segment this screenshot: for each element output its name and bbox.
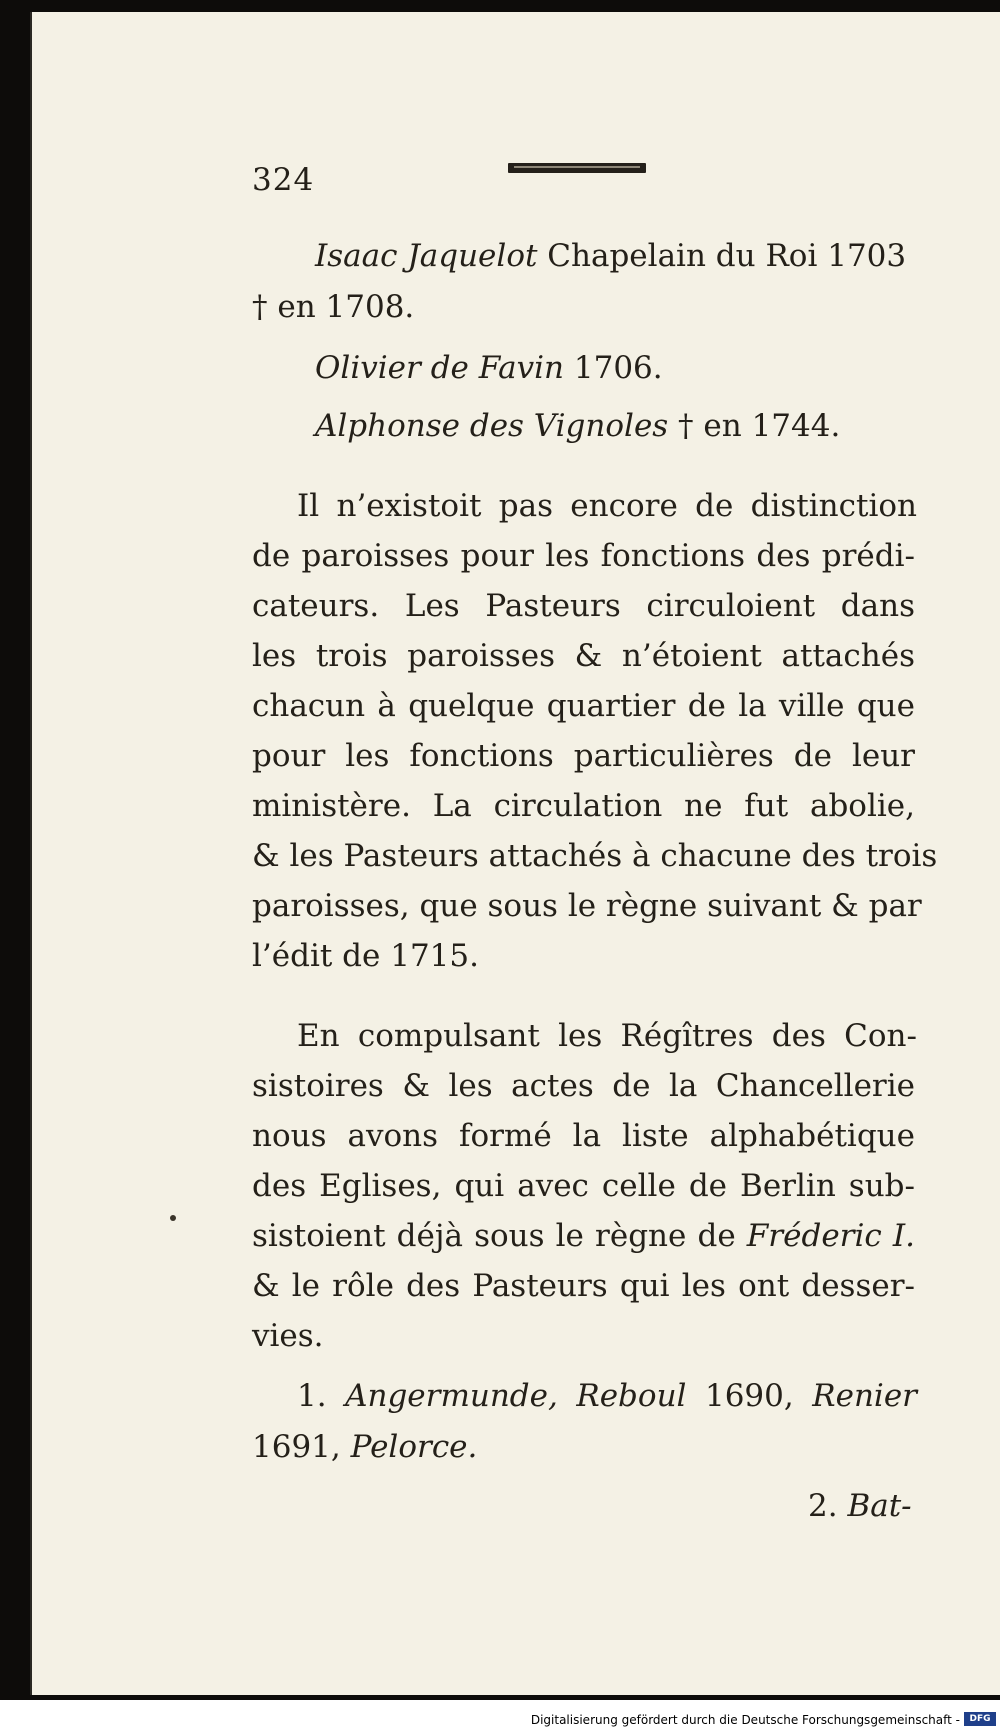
entry-detail: Chapelain du Roi 1703 xyxy=(537,238,907,274)
para2-line: En compulsant les Régîtres des Con- xyxy=(297,1018,917,1054)
year: 1691, xyxy=(252,1429,351,1465)
catchword-text: Bat- xyxy=(847,1488,912,1524)
list-item-continuation xyxy=(252,1427,477,1467)
para1-line: chacun à quelque quartier de la ville que xyxy=(252,688,915,724)
digitization-credit: Digitalisierung gefördert durch die Deutsche Forschungsgemeinschaft - xyxy=(530,1713,960,1727)
entry-name: Alphonse des Vignoles xyxy=(315,408,669,444)
para2-line: nous avons formé la liste alphabétique xyxy=(252,1118,915,1154)
place-name: Angermunde, xyxy=(345,1378,558,1414)
para1-line: pour les fonctions particulières de leur xyxy=(252,738,915,774)
catchword xyxy=(808,1486,912,1526)
list-item xyxy=(297,1376,917,1416)
para2-line: des Eglises, qui avec celle de Berlin sub- xyxy=(252,1168,915,1204)
page-number: 324 xyxy=(252,162,315,198)
para2-line: vies. xyxy=(252,1318,324,1354)
para1-line: les trois paroisses & n’étoient attachés xyxy=(252,638,915,674)
para1-line: de paroisses pour les fonctions des prédi- xyxy=(252,538,915,574)
list-number: 1. xyxy=(297,1378,327,1414)
pastor-name: Pelorce. xyxy=(350,1429,478,1465)
catchword-number: 2. xyxy=(808,1488,838,1524)
para1-line: Il n’existoit pas encore de distinction xyxy=(297,488,917,524)
pastor-name: Renier xyxy=(812,1378,917,1414)
para2-line xyxy=(252,1216,915,1256)
entry-vignoles xyxy=(315,406,840,446)
header-ornament xyxy=(508,163,646,173)
entry-name: Olivier de Favin xyxy=(315,350,565,386)
para1-line: cateurs. Les Pasteurs circuloient dans xyxy=(252,588,915,624)
entry-detail: † en 1744. xyxy=(668,408,841,444)
entry-jaquelot xyxy=(315,236,906,276)
para2-line: & le rôle des Pasteurs qui les ont desser- xyxy=(252,1268,915,1304)
para2-line: sistoires & les actes de la Chancellerie xyxy=(252,1068,915,1104)
dfg-logo: DFG xyxy=(964,1712,996,1726)
para1-line: ministère. La circulation ne fut abolie, xyxy=(252,788,915,824)
entry-continuation: † en 1708. xyxy=(252,289,415,325)
entry-name: Isaac Jaquelot xyxy=(315,238,538,274)
ink-spot xyxy=(170,1215,176,1221)
entry-favin xyxy=(315,348,663,388)
pastor-name: Reboul xyxy=(576,1378,687,1414)
para2-text: sistoient déjà sous le règne de xyxy=(252,1218,747,1254)
para1-line: paroisses, que sous le règne suivant & par xyxy=(252,888,922,924)
para1-line: l’édit de 1715. xyxy=(252,938,479,974)
year: 1690, xyxy=(686,1378,813,1414)
para1-line: & les Pasteurs attachés à chacune des trois xyxy=(252,838,938,874)
entry-detail: 1706. xyxy=(564,350,663,386)
person-name: Fréderic I. xyxy=(746,1218,915,1254)
